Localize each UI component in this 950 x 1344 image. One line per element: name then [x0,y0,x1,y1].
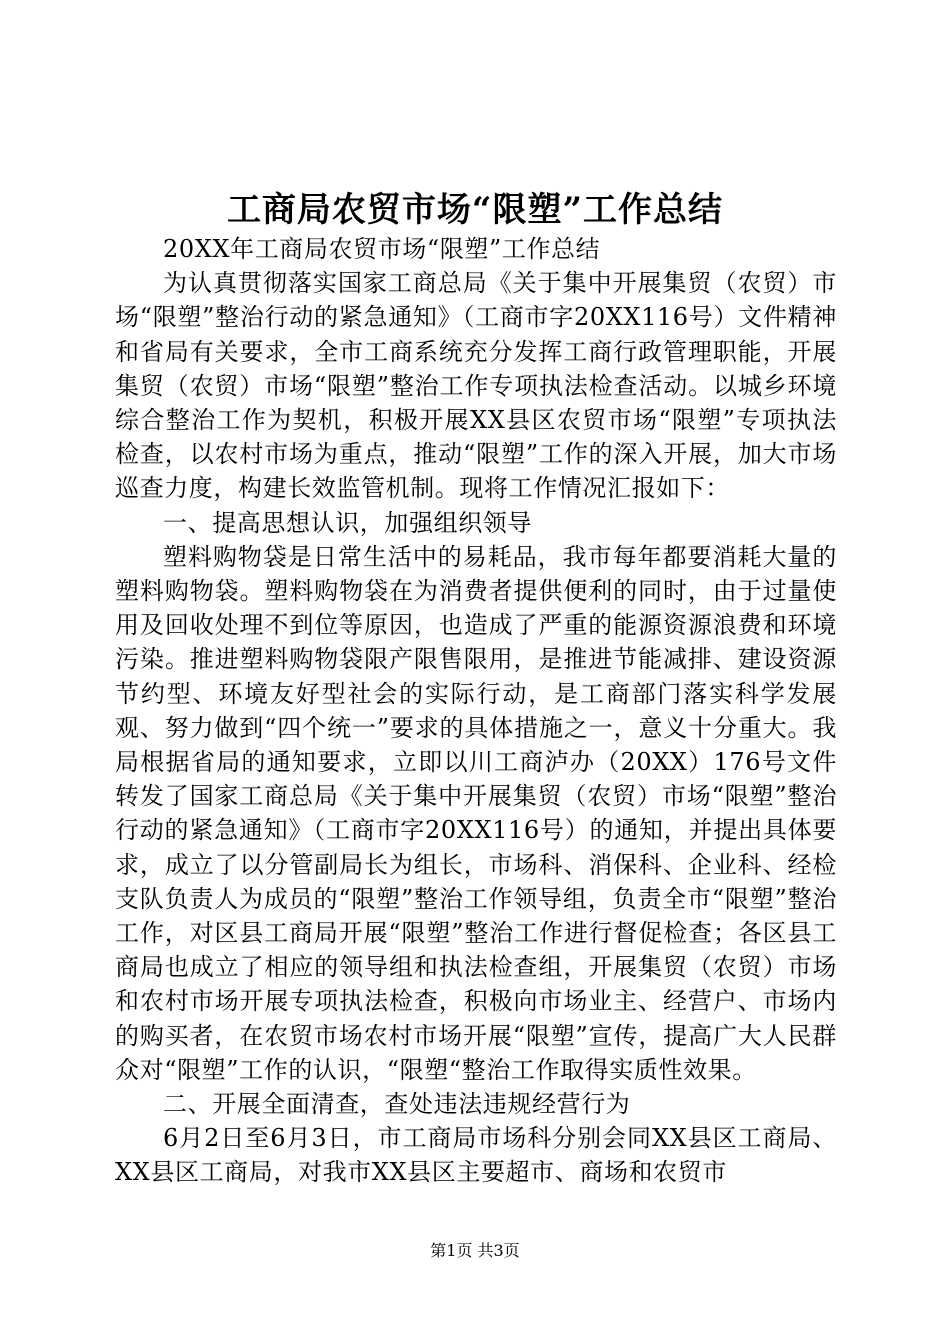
subtitle-paragraph: 20XX年工商局农贸市场“限塑”工作总结 [163,235,601,263]
section-1-paragraph: 塑料购物袋是日常生活中的易耗品，我市每年都要消耗大量的塑料购物袋。塑料购物袋在为消费者提供便利的同时，由于过量使用及回收处理不到位等原因，也造成了严重的能源资源浪费和环境污染。推进塑料购物袋限产限售限用，是推进节能减排、建设资源节约型、环境友好型社会的实际行动，是工商部门落实科学发展观、努力做到“四个统一”要求的具体措施之一，意义十分重大。我局根据省局的通知要求，立即以川工商泸办（20XX）176号文件转发了国家工商总局《关于集中开展集贸（农贸）市场“限塑”整治行动的紧急通知》（工商市字20XX116号）的通知，并提出具体要求，成立了以分管副局长为组长，市场科、消保科、企业科、经检支队负责人为成员的“限塑”整治工作领导组，负责全市“限塑”整治工作，对区县工商局开展“限塑”整治工作进行督促检查；各区县工商局也成立了相应的领导组和执法检查组，开展集贸（农贸）市场和农村市场开展专项执法检查，积极向市场业主、经营户、市场内的购买者，在农贸市场农村市场开展“限塑”宣传，提高广大人民群众对“限塑”工作的认识，“限塑“整治工作取得实质性效果。 [115,542,837,1084]
page-footer: 第1页 共3页 [430,1241,520,1260]
document-body [115,232,837,1190]
section-2-paragraph: 6月2日至6月3日，市工商局市场科分别会同XX县区工商局、XX县区工商局，对我市XX县区主要超市、商场和农贸市 [115,1124,837,1187]
intro-paragraph: 为认真贯彻落实国家工商总局《关于集中开展集贸（农贸）市场“限塑”整治行动的紧急通知》（工商市字20XX116号）文件精神和省局有关要求，全市工商系统充分发挥工商行政管理职能，开展集贸（农贸）市场“限塑”整治工作专项执法检查活动。以城乡环境综合整治工作为契机，积极开展XX县区农贸市场“限塑”专项执法检查，以农村市场为重点，推动“限塑”工作的深入开展，加大市场巡查力度，构建长效监管机制。现将工作情况汇报如下： [115,269,837,503]
section-heading-2: 二、开展全面清查，查处违法违规经营行为 [163,1090,631,1119]
document-title: 工商局农贸市场“限塑”工作总结 [226,190,724,230]
section-heading-1: 一、提高思想认识，加强组织领导 [163,508,532,537]
